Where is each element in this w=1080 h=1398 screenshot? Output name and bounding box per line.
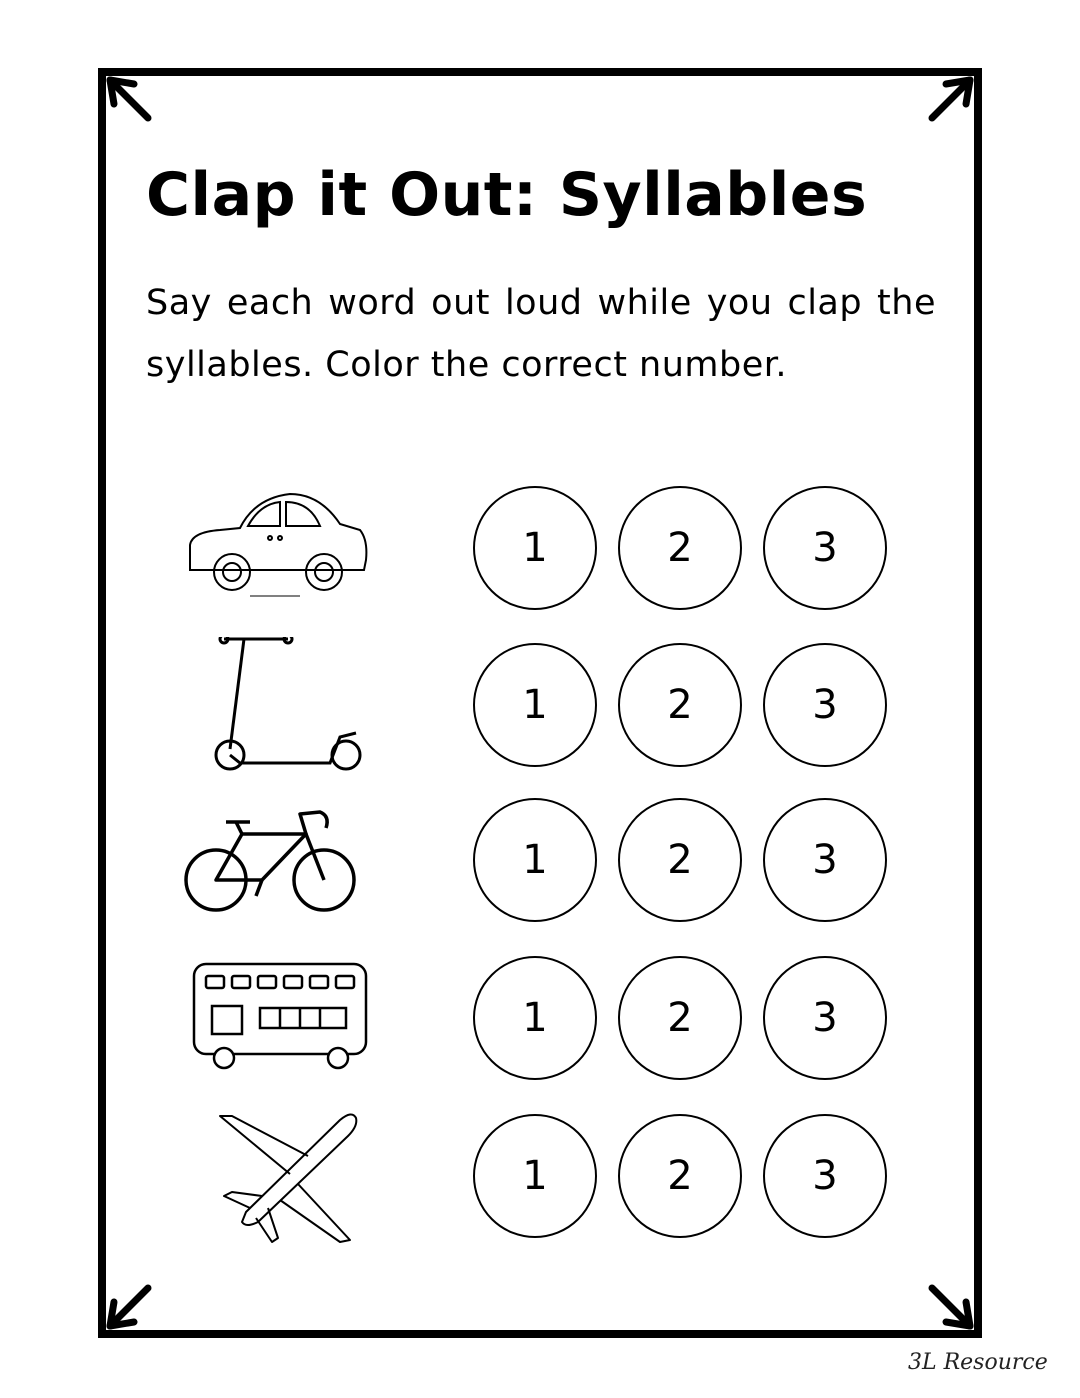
option-1-circle[interactable]: 1: [473, 1114, 597, 1238]
corner-arrow-icon: [104, 74, 164, 134]
exercise-row: [0, 1108, 1080, 1248]
option-2-circle[interactable]: 2: [618, 486, 742, 610]
option-3-circle[interactable]: 3: [763, 1114, 887, 1238]
option-1-circle[interactable]: 1: [473, 956, 597, 1080]
option-2-circle[interactable]: 2: [618, 643, 742, 767]
car-icon: [180, 480, 380, 620]
scooter-icon: [180, 637, 380, 777]
instructions: Say each word out loud while you clap the syllables. Color the correct number.: [146, 283, 936, 385]
option-2-circle[interactable]: 2: [618, 798, 742, 922]
bus-icon: [180, 950, 380, 1090]
bicycle-icon: [180, 792, 380, 932]
option-1-circle[interactable]: 1: [473, 798, 597, 922]
option-3-circle[interactable]: 3: [763, 486, 887, 610]
exercise-row: [0, 480, 1080, 620]
corner-arrow-icon: [916, 1272, 976, 1332]
option-2-circle[interactable]: 2: [618, 956, 742, 1080]
option-1-circle[interactable]: 1: [473, 486, 597, 610]
option-1-circle[interactable]: 1: [473, 643, 597, 767]
corner-arrow-icon: [104, 1272, 164, 1332]
option-3-circle[interactable]: 3: [763, 643, 887, 767]
exercise-row: [0, 950, 1080, 1090]
option-3-circle[interactable]: 3: [763, 798, 887, 922]
option-2-circle[interactable]: 2: [618, 1114, 742, 1238]
exercise-row: [0, 637, 1080, 777]
exercise-row: [0, 792, 1080, 932]
page-title: Clap it Out: Syllables: [146, 160, 868, 230]
watermark: 3L Resource: [908, 1350, 1048, 1375]
airplane-icon: [180, 1108, 380, 1248]
corner-arrow-icon: [916, 74, 976, 134]
option-3-circle[interactable]: 3: [763, 956, 887, 1080]
